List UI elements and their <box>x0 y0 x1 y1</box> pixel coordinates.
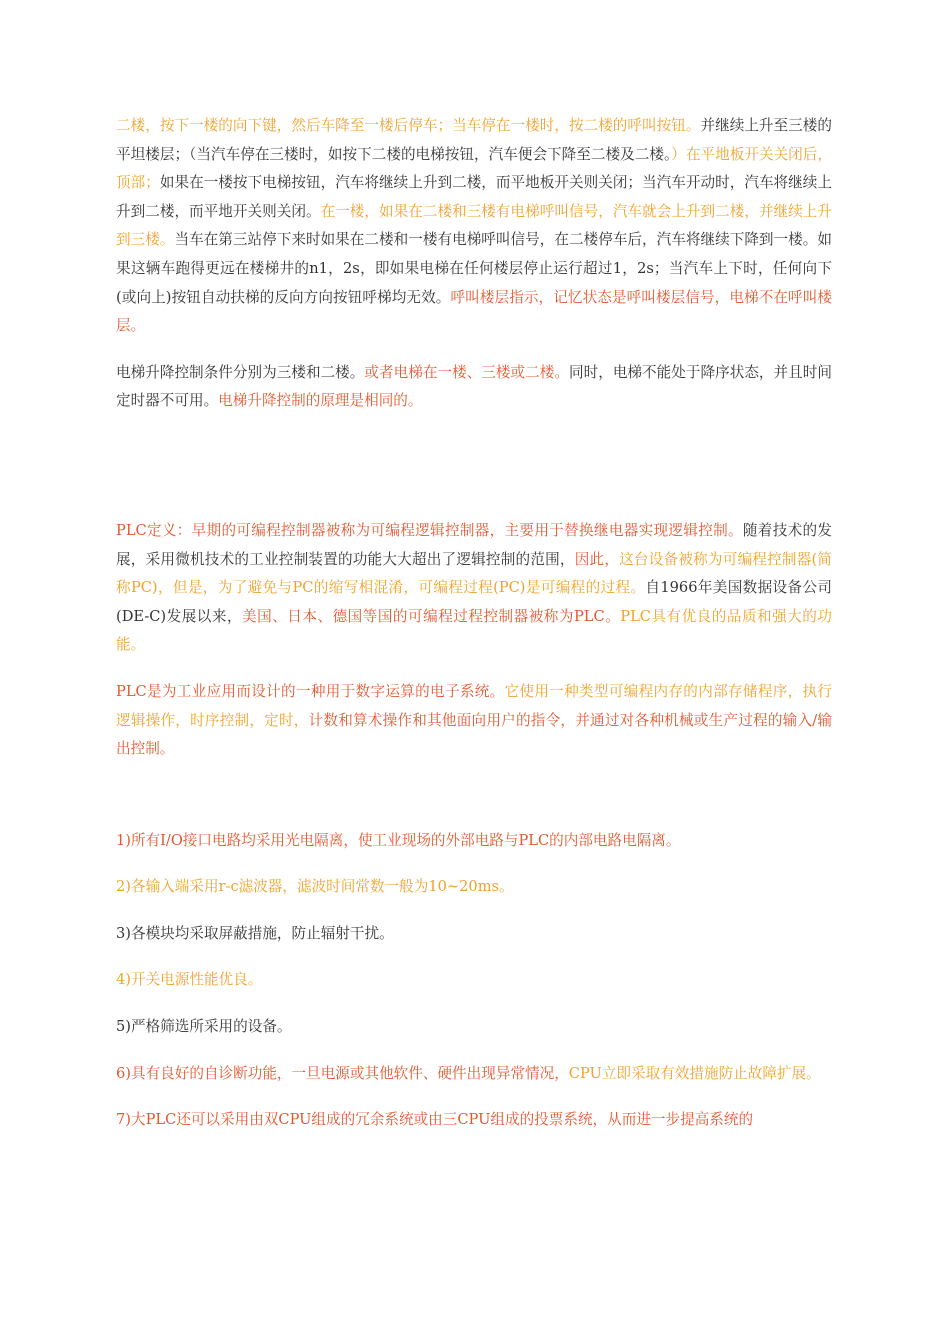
text-run: 当车在第三站停下来时如果在二楼和一楼有电梯呼叫信号，在二楼停车后，汽车将继续下降到一楼。如果这辆车跑得更远在楼梯井的n1，2s，即如果电梯在任何楼层停止运行超过1，2s；当汽车上下时，任何向下(或向上)按钮自动扶梯的反向方向按钮呼梯均无效。 <box>116 231 832 306</box>
text-run: 二楼，按下一楼的向下键，然后车降至一楼后停车；当车停在一楼时，按二楼的呼叫按钮。 <box>116 117 701 134</box>
text-run: 因此， <box>574 550 620 568</box>
list-item <box>116 1060 832 1089</box>
text-run: 5)严格筛选所采用的设备。 <box>116 1018 292 1036</box>
text-run: PLC具有优良的品质和强大的功能。 <box>116 607 832 654</box>
text-run: 随着技术的发展，采用微机技术的工业控制装置的功能大大超出了逻辑控制的范围， <box>116 521 832 568</box>
list-item <box>116 920 832 949</box>
paragraph-elevator-operation <box>116 112 832 341</box>
list-item <box>116 1106 832 1135</box>
document-page <box>116 112 832 1153</box>
list-item <box>116 1013 832 1042</box>
reliability-measures-list <box>116 827 832 1135</box>
text-run: 电梯升降控制条件分别为三楼和二楼。 <box>116 363 365 381</box>
text-run: 3)各模块均采取屏蔽措施，防止辐射干扰。 <box>116 924 394 942</box>
text-run: PLC是为工业应用而设计的一种用于数字运算的电子系统。 <box>116 682 505 700</box>
text-run: 2)各输入端采用r-c滤波器，滤波时间常数一般为10~20ms。 <box>116 878 514 896</box>
text-run: 在一楼，如果在二楼和三楼有电梯呼叫信号，汽车就会上升到二楼，并继续上升到三楼。 <box>116 202 832 249</box>
text-run: PLC定义：早期的可编程控制器被称为可编程逻辑控制器，主要用于替换继电器实现逻辑控制。 <box>116 521 743 539</box>
text-run: 这台设备被称为可编程控制器(简称PC)，但是，为了避免与PC的缩写相混淆，可编程过程(PC)是可编程的过程。 <box>116 550 832 597</box>
list-item <box>116 873 832 902</box>
text-run: 6)具有良好的自诊断功能，一旦电源或其他软件、硬件出现异常情况， <box>116 1064 569 1082</box>
text-run: 呼叫楼层指示，记忆状态是呼叫楼层信号，电梯不在呼叫楼层。 <box>116 288 832 335</box>
text-run: 7)大PLC还可以采用由双CPU组成的冗余系统或由三CPU组成的投票系统，从而进一步提高系统的 <box>116 1111 754 1129</box>
text-run: 如果在一楼按下电梯按钮，汽车将继续上升到二楼，而平地板开关则关闭；当汽车开动时，汽车将继续上升到二楼，而平地开关则关闭。 <box>116 174 832 220</box>
paragraph-plc-description <box>116 678 832 764</box>
text-run: 4)开关电源性能优良。 <box>116 971 263 989</box>
text-run: 同时，电梯不能处于降序状态，并且时间定时器不可用。 <box>116 363 832 410</box>
text-run: CPU立即采取有效措施防止故障扩展。 <box>568 1064 821 1082</box>
list-item <box>116 966 832 995</box>
text-run: 它使用一种类型可编程内存的内部存储程序，执行逻辑操作，时序控制，定时， <box>116 682 832 729</box>
list-item <box>116 827 832 856</box>
paragraph-elevator-control-conditions <box>116 359 832 416</box>
text-run: 并继续上升至三楼的平坦楼层；（当汽车停在三楼时，如按下二楼的电梯按钮，汽车便会下降至二楼及二楼。 <box>116 117 832 163</box>
text-run: 或者电梯在一楼、三楼或二楼。 <box>364 363 569 381</box>
text-run: 1)所有I/O接口电路均采用光电隔离，使工业现场的外部电路与PLC的内部电路电隔离。 <box>116 831 681 849</box>
text-run: 计数和算术操作和其他面向用户的指令，并通过对各种机械或生产过程的输入/输出控制。 <box>116 711 832 758</box>
text-run: ）在平地板开关关闭后，顶部； <box>116 145 832 192</box>
text-run: 自1966年美国数据设备公司(DE-C)发展以来， <box>116 579 832 625</box>
text-run: 美国、日本、德国等国的可编程过程控制器被称为PLC。 <box>242 607 621 625</box>
text-run: 电梯升降控制的原理是相同的。 <box>218 392 423 410</box>
paragraph-plc-definition <box>116 517 832 660</box>
